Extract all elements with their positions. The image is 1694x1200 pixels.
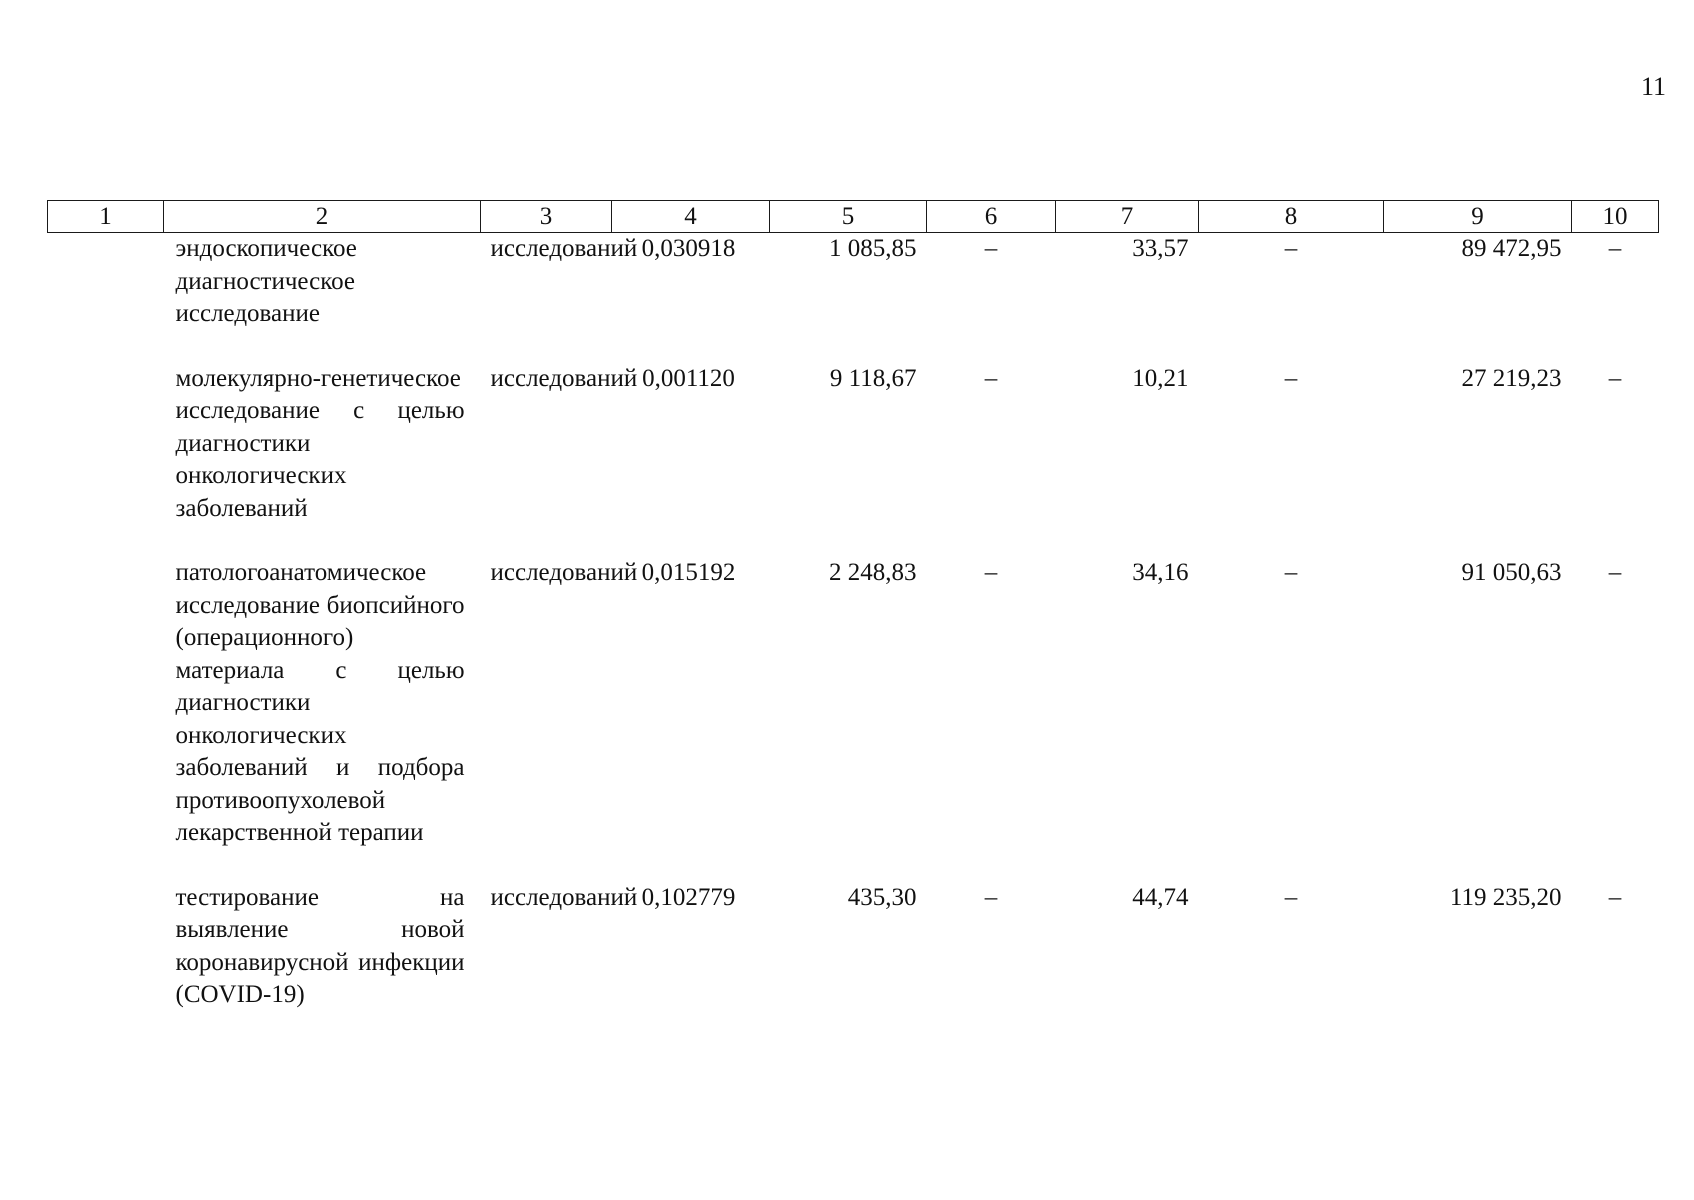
column-header: 1 [48, 201, 164, 233]
unit-cell: исследований [490, 364, 638, 392]
table-row [48, 557, 1659, 882]
column-header: 6 [927, 201, 1056, 233]
value-cell: – [1284, 364, 1298, 392]
value-cell: 33,57 [1132, 235, 1189, 262]
description-cell: эндоскопическое диагностическое исследование [175, 235, 357, 327]
value-cell: 9 118,67 [829, 364, 917, 392]
description-cell: патологоанатомическое исследование биопсийного (операционного) материала с целью диагностики онкологических заболеваний и подбора противоопухолевой лекарственной терапии [175, 559, 465, 846]
value-cell: – [984, 235, 998, 262]
description-cell: молекулярно-генетическое исследование с целью диагностики онкологических заболеваний [175, 364, 465, 522]
column-header: 7 [1056, 201, 1199, 233]
column-header: 5 [770, 201, 927, 233]
table-row [48, 233, 1659, 363]
row-index-cell [48, 363, 164, 558]
value-cell: 119 235,20 [1449, 883, 1562, 911]
value-cell: – [1608, 883, 1622, 911]
value-cell: – [984, 364, 998, 392]
value-cell: 34,16 [1132, 559, 1189, 586]
value-cell: 27 219,23 [1461, 364, 1562, 392]
table-row [48, 882, 1659, 1012]
data-table [47, 200, 1659, 1012]
column-header: 2 [164, 201, 481, 233]
value-cell: – [984, 883, 998, 911]
row-index-cell [48, 233, 164, 363]
unit-cell: исследований [490, 883, 638, 911]
value-cell: 0,001120 [642, 364, 735, 392]
value-cell: – [984, 559, 998, 586]
table-row [48, 363, 1659, 558]
value-cell: 435,30 [847, 883, 917, 911]
page-number: 11 [1640, 72, 1666, 101]
row-index-cell [48, 882, 164, 1012]
column-header: 9 [1384, 201, 1572, 233]
row-index-cell [48, 557, 164, 882]
column-header: 3 [481, 201, 612, 233]
value-cell: – [1608, 235, 1622, 262]
unit-cell: исследований [490, 559, 638, 586]
value-cell: 0,015192 [641, 559, 736, 586]
description-cell: тестирование на выявление новой коронавирусной инфекции (COVID-19) [175, 883, 465, 1008]
value-cell: – [1284, 559, 1298, 586]
value-cell: 2 248,83 [829, 559, 917, 586]
value-cell: 91 050,63 [1461, 559, 1562, 586]
value-cell: 1 085,85 [829, 235, 917, 262]
column-number-row [48, 201, 1659, 233]
value-cell: – [1608, 364, 1622, 392]
column-header: 8 [1199, 201, 1384, 233]
value-cell: – [1284, 883, 1298, 911]
value-cell: 0,030918 [641, 235, 736, 262]
value-cell: – [1284, 235, 1298, 262]
value-cell: 10,21 [1132, 364, 1189, 392]
column-header: 4 [612, 201, 770, 233]
unit-cell: исследований [490, 235, 638, 262]
value-cell: 89 472,95 [1461, 235, 1562, 262]
value-cell: – [1608, 559, 1622, 586]
value-cell: 0,102779 [641, 883, 736, 911]
value-cell: 44,74 [1132, 883, 1189, 911]
column-header: 10 [1572, 201, 1659, 233]
